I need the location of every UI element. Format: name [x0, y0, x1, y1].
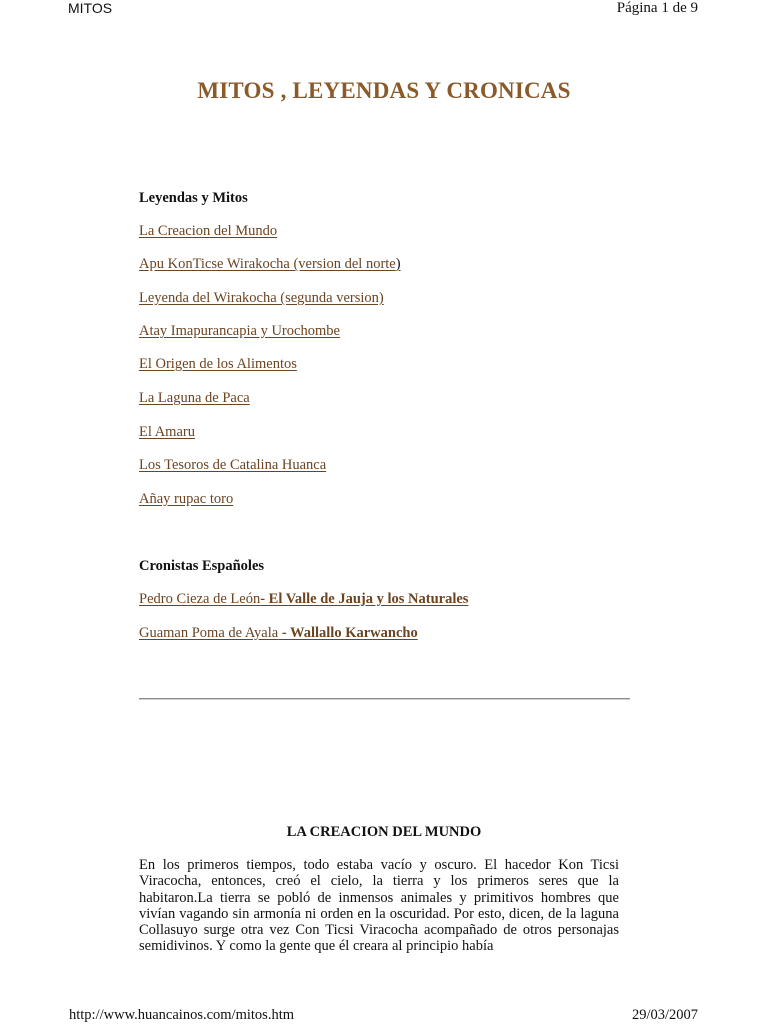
section-heading-leyendas: Leyendas y Mitos	[139, 190, 248, 206]
footer-date: 29/03/2007	[631, 1007, 698, 1023]
cieza-work: - El Valle de Jauja y los Naturales	[260, 591, 469, 607]
article-paragraph: En los primeros tiempos, todo estaba vacío y oscuro. El hacedor Kon Ticsi Viracocha, entonces, creó el cielo, la tierra y los primeros seres que la habitaron.La tierra se pobló de inmensos animales y primitivos hombres que vivían vagando sin armonía ni orden en la oscuridad. Por esto, dicen, de la laguna Collasuyo surge otra vez Con Ticsi Viracocha acompañado de otros personajas semidivinos. Y como la gente que él creara al principio había	[139, 857, 619, 955]
link-leyenda-wirakocha[interactable]: Leyenda del Wirakocha (segunda version)	[139, 290, 384, 306]
guaman-work: - Wallallo Karwancho	[278, 625, 418, 641]
link-origen-alimentos[interactable]: El Origen de los Alimentos	[139, 356, 297, 372]
link-apu-konticse[interactable]	[139, 256, 401, 273]
link-anay-rupac-toro[interactable]: Añay rupac toro	[139, 491, 234, 507]
link-guaman-poma[interactable]	[139, 625, 418, 642]
link-cieza-de-leon[interactable]	[139, 591, 468, 608]
link-apu-konticse-suffix: )	[395, 256, 401, 272]
link-apu-konticse-label: Apu KonTicse Wirakocha (version del norte	[139, 256, 396, 272]
section-heading-cronistas: Cronistas Españoles	[139, 558, 265, 574]
horizontal-divider	[139, 698, 630, 700]
header-title: MITOS	[68, 0, 113, 16]
link-tesoros-catalina[interactable]: Los Tesoros de Catalina Huanca	[139, 457, 327, 473]
link-creacion-del-mundo[interactable]: La Creacion del Mundo	[139, 223, 278, 239]
article-title: LA CREACION DEL MUNDO	[286, 824, 482, 840]
footer-url: http://www.huancainos.com/mitos.htm	[69, 1007, 294, 1023]
page-title: MITOS , LEYENDAS Y CRONICAS	[197, 78, 571, 103]
guaman-author: Guaman Poma de Ayala	[139, 625, 279, 641]
cieza-author: Pedro Cieza de León	[139, 591, 261, 607]
link-atay-imapurancapia[interactable]: Atay Imapurancapia y Urochombe	[139, 323, 340, 339]
page-number: Página 1 de 9	[616, 0, 698, 16]
link-laguna-paca[interactable]: La Laguna de Paca	[139, 390, 250, 406]
link-el-amaru[interactable]: El Amaru	[139, 424, 195, 440]
